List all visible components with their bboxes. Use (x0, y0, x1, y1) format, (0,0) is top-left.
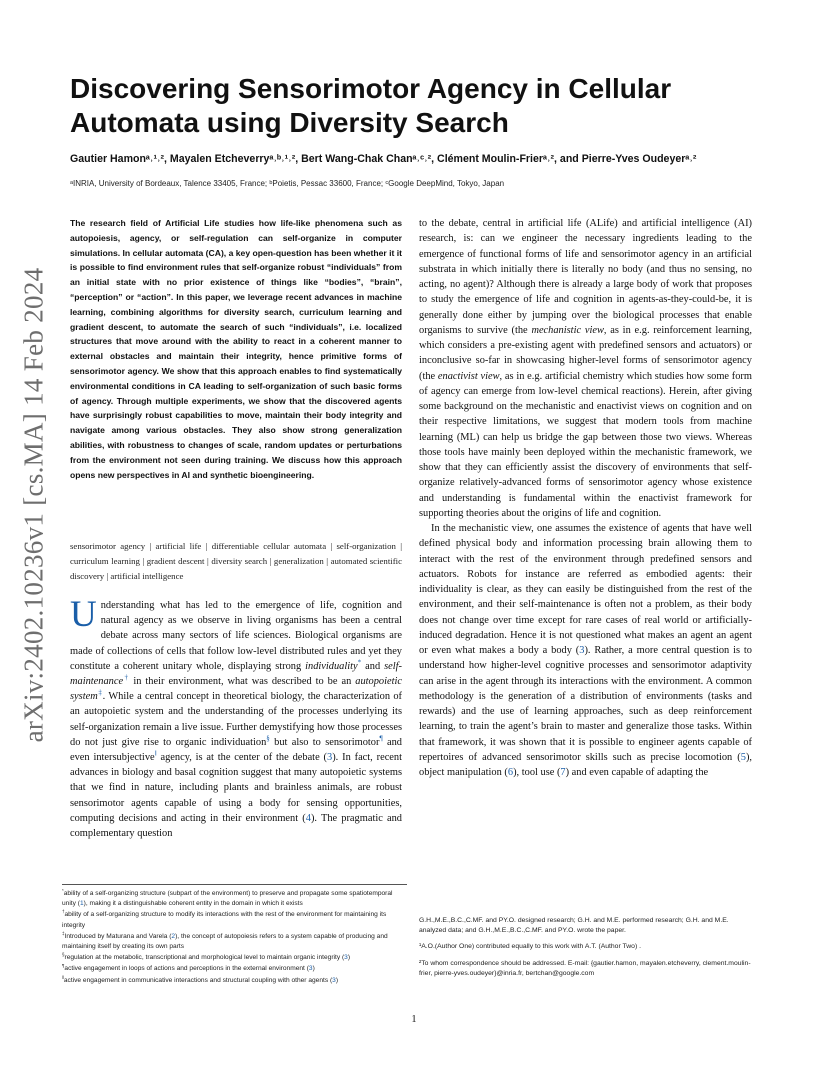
footnote-text: ) (347, 954, 351, 962)
intro-text: ). The pragmatic and complementary question (70, 812, 402, 840)
body-paragraph (419, 216, 752, 521)
term-self-maintenance: self-maintenance (70, 660, 402, 688)
author-notes (419, 916, 752, 985)
intro-text: nderstanding what has led to the emergence of life, cognition and natural agency as we observe in living organisms has been a central debate across many sectors of life sciences. Biological organisms are made of collections of cells that follow low-level distributed rules and yet they constitute a coherent unitary whole, displaying strong (70, 600, 402, 672)
footnote-text: active engagement in communicative interactions and structural coupling with other agents ( (63, 976, 333, 984)
author-list: Gautier Hamonᵃ˒¹˒², Mayalen Etcheverryᵃ˒ᵇ˒¹˒², Bert Wang-Chak Chanᵃ˒ᶜ˒², Clément Moulin-Frierᵃ˒², and Pierre-Yves Oudeyerᵃ˒² (70, 153, 697, 165)
correspondence-note: ²To whom correspondence should be addressed. E-mail: {gautier.hamon, mayalen.etcheverry, clement.moulin-frier, pierre-yves.oudeyer}@inria.fr, bertchan@google.com (419, 959, 751, 977)
citation-link[interactable]: 3 (344, 954, 348, 962)
intro-text: agency, is at the center of the debate ( (156, 752, 327, 764)
intro-text: but also to sensorimotor (269, 736, 380, 748)
footnote-symbol: § (62, 952, 65, 958)
intro-text: . While a central concept in theoretical biology, the characterization of an autopoietic system and the understanding of the processes underlying its self-organization remain a live issue. Further demystifying how those processes do not just give rise to organic individuation (70, 691, 402, 748)
footnote-text: active engagement in loops of actions and perceptions in the external environment ( (64, 965, 309, 973)
author-contributions: G.H.,M.E.,B.C.,C.MF. and PY.O. designed research; G.H. and M.E. performed research; G.H. and M.E. analyzed data; and G.H.,M.E.,B.C.,C.MF. and PY.O. wrote the paper. (419, 917, 729, 935)
term-mechanistic-view: mechanistic view (531, 324, 604, 336)
footnote-text: ) (335, 976, 339, 984)
citation-link[interactable]: 4 (305, 812, 311, 824)
footnote-symbol: ‖ (62, 974, 64, 980)
body-text: ), tool use ( (513, 767, 561, 778)
affiliations: ᵃINRIA, University of Bordeaux, Talence 33405, France; ᵇPoietis, Pessac 33600, France; ᶜGoogle DeepMind, Tokyo, Japan (70, 179, 505, 188)
footnote-mark[interactable]: ‖ (154, 749, 157, 758)
footnote-text: ability of a self-organizing structure (subpart of the environment) to preserve and propagate some spatiotemporal unity ( (62, 890, 393, 908)
paper-title: Discovering Sensorimotor Agency in Cellular Automata using Diversity Search (70, 73, 672, 138)
term-enactivist-view: enactivist view (437, 370, 500, 382)
page-number: 1 (411, 1014, 417, 1025)
footnote-text: ability of a self-organizing structure to modify its interactions with the rest of the environment for maintaining its integrity (62, 911, 387, 929)
body-text: , as in e.g. reinforcement learning, which considers a pre-existing agent with predefined sensors and actuators) or inconclusive so-far in showcasing higher-level forms of sensorimotor agency (the (419, 324, 752, 382)
citation-link[interactable]: 2 (171, 932, 176, 940)
citation-link[interactable]: 3 (308, 965, 313, 973)
footnote-text: ), making it a distinguishable coherent entity in the domain in which it exists (83, 900, 303, 908)
citation-link[interactable]: 5 (740, 751, 746, 763)
citation-link[interactable]: 7 (560, 767, 566, 778)
footnote-symbol: * (62, 887, 64, 893)
body-text: to the debate, central in artificial life (ALife) and artificial intelligence (AI) research, is: can we engineer the necessary ingredients leading to the emergence of functional forms of life and sensorimotor agency in an artificial substrata in which initially there is literally no body (and thus no sensing, no acting, no agent)? Although there is already a large body of work that proposes to study the emergence of life and cognition in agents-as-they-could-be, it is generally done either by jumping over the biological processes that enable organisms to survive (the (419, 218, 752, 336)
citation-link[interactable]: 3 (579, 645, 585, 656)
footnote (62, 976, 407, 986)
body-text: ), object manipulation ( (419, 751, 752, 778)
footnote-mark[interactable]: † (123, 673, 130, 682)
footnote-mark[interactable]: ¶ (379, 734, 383, 743)
citation-link[interactable]: 6 (507, 767, 514, 778)
footnote-text: ), the concept of autopoiesis refers to a system capable of producing and maintaining itself by creating its own parts (62, 932, 388, 951)
footnote-mark[interactable]: * (357, 658, 362, 667)
equal-contribution-note: ¹A.O.(Author One) contributed equally to this work with A.T. (Author Two) . (419, 943, 641, 951)
intro-paragraph (70, 594, 402, 841)
introduction-column-2 (419, 216, 752, 780)
intro-text: ). In fact, recent advances in biology and basal cognition suggest that many autopoietic systems that we find in nature, including plants and brainless animals, are robust sensorimotor agents capable of using a body for sensing opportunities, computing decisions and acting in their environment ( (70, 752, 402, 824)
footnote-mark[interactable]: ‡ (97, 688, 103, 697)
body-text: In the mechanistic view, one assumes the existence of agents that have well defined physical body and information processing brain allowing them to interact with the rest of the environment through predefined sensors and actuators. Robots for instance are referred as embodied agents: their individuality is clear, as they can easily be distinguished from the rest of the environment, and their self-maintenance is often not a problem, as their body does not change over time except for rare cases of real world or artificially-induced degradation. Hence it is not questioned what makes an agent an agent or even what makes a body a body ( (419, 523, 752, 656)
arxiv-identifier (4, 267, 64, 743)
citation-link[interactable]: 3 (327, 752, 333, 764)
abstract: The research field of Artificial Life studies how life-like phenomena such as autopoiesis, agency, or self-regulation can self-organize in computer simulations. In cellular automata (CA), a key open-question has been whether it it is possible to find environment rules that self-organize robust “individuals” from an initial state with no prior existence of things like “bodies”, “brain”, “perception” or “action”. In this paper, we leverage recent advances in machine learning, combining algorithms for diversity search, curriculum learning and gradient descent, to automate the search of such “individuals”, i.e. localized structures that move around with the ability to react in a coherent manner to external obstacles and maintain their integrity, hence primitive forms of sensorimotor agency. We show that this approach enables to find systematically environmental conditions in CA leading to self-organization of such basic forms of agency. Through multiple experiments, we show that the discovered agents have surprisingly robust capabilities to move, maintain their body integrity and navigate among various obstacles. They also show strong generalization abilities, with robustness to changes of scale, random updates or perturbations from the environment not seen during training. We discuss how this approach opens new perspectives in AI and synthetic bioengineering. (70, 218, 402, 480)
footnote (62, 964, 407, 974)
body-text: , as in e.g. artificial chemistry which studies how some form of agency can emerge from low-level chemical reactions). Herein, after giving some background on the mechanistic and enactivist views on cognition and on their respective limitations, we suggest that modern tools from machine learning (ML) can help us bridge the gap between those two views. Whereas those tools have mainly been deployed within the mechanistic framework, we show that they can efficiently assist the discovery of environments that self-organize relatively-advanced forms of sensorimotor agency whose existence and understanding is fundamental within the enactivist framework for supporting theories about the origins of life and cognition. (419, 370, 752, 519)
body-paragraph (419, 521, 752, 780)
footnote-symbol: ¶ (62, 963, 65, 969)
arxiv-identifier-text: arXiv:2402.10236v1 [cs.MA] 14 Feb 2024 (18, 267, 49, 743)
footnote (62, 953, 407, 963)
footnote-text: ) (312, 965, 315, 973)
footnote-symbol: † (62, 909, 65, 915)
footnote-symbol: ‡ (62, 930, 65, 936)
footnote (62, 932, 407, 952)
term-individuality: individuality (305, 660, 358, 672)
drop-cap: U (70, 594, 97, 635)
term-autopoietic-system: autopoietic system (70, 676, 402, 703)
footnote-text: Introduced by Maturana and Varela ( (64, 932, 172, 940)
introduction-column-1 (70, 594, 402, 841)
keywords: sensorimotor agency | artificial life | differentiable cellular automata | self-organization | curriculum learning | gradient descent | diversity search | generalization | automated scientific discovery | artificial intelligence (70, 541, 402, 581)
citation-link[interactable]: 3 (332, 976, 336, 984)
footnote (62, 889, 407, 909)
footnote-text: regulation at the metabolic, transcriptional and morphological level to maintain organic integrity ( (64, 954, 345, 962)
footnote (62, 910, 407, 930)
body-text: ). Rather, a more central question is to understand how higher-level cognitive processes and sensorimotor adaptivity can arise in the agent through its interactions with the environment. A common methodology is the generation of a distribution of environments (tasks and rewards) and the use of learning approaches, such as deep reinforcement learning, to train the agent’s brain to master and generalize those tasks. Within that framework, it was shown that it is possible to engineer agents capable of repertoires of advanced sensorimotor skills such as precise locomotion ( (419, 645, 752, 763)
intro-text: and (361, 660, 385, 672)
footnotes (62, 884, 407, 987)
citation-link[interactable]: 1 (79, 900, 84, 908)
footnote-mark[interactable]: § (266, 734, 270, 743)
intro-text: in their environment, what was described to be an (129, 676, 356, 688)
body-text: ) and even capable of adapting the (565, 767, 709, 778)
intro-text: and even intersubjective (70, 736, 402, 764)
